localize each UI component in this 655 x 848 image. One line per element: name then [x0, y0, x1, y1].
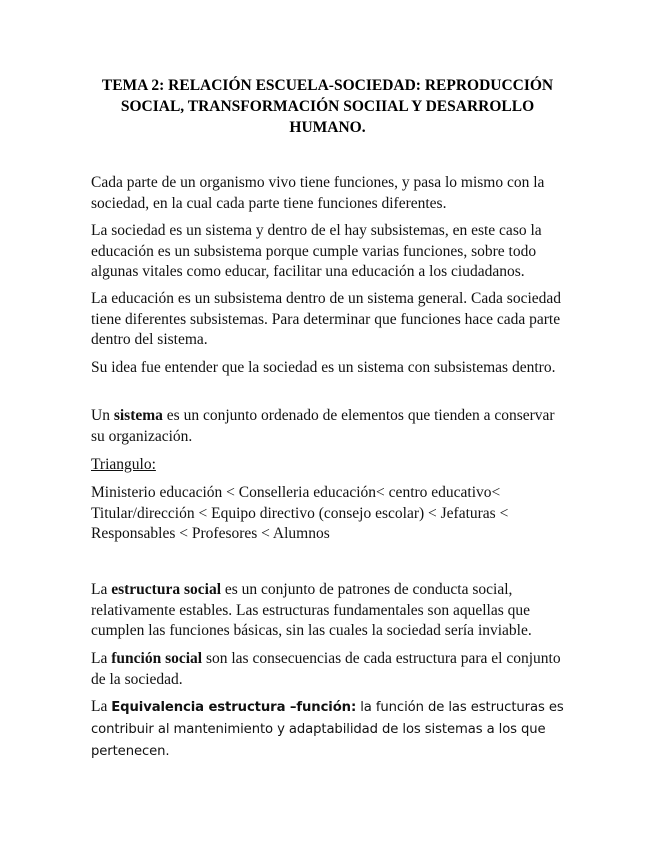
document-title: [80, 75, 575, 138]
p7-pre: La: [91, 650, 112, 667]
p5-pre: Un: [91, 407, 114, 424]
triangulo-heading: Triangulo:: [91, 456, 156, 473]
p6-pre: La: [91, 581, 112, 598]
paragraph-idea: Su idea fue entender que la sociedad es un sistema con subsistemas dentro.: [91, 359, 556, 376]
paragraph-educacion-subsistema: La educación es un subsistema dentro de un sistema general. Cada sociedad tiene diferentes subsistemas. Para determinar que funciones hace cada parte dentro del sistema.: [91, 290, 562, 348]
p8-post: la función de las estructuras es contribuir al mantenimiento y adaptabilidad de los sistemas a los que pertenecen.: [91, 700, 564, 759]
paragraph-equivalencia: [91, 697, 571, 763]
paragraph-organismo: Cada parte de un organismo vivo tiene funciones, y pasa lo mismo con la sociedad, en la cual cada parte tiene funciones diferentes.: [91, 174, 545, 212]
p7-post: son las consecuencias de cada estructura para el conjunto de la sociedad.: [91, 650, 561, 688]
term-funcion-social: función social: [111, 650, 203, 667]
term-sistema: sistema: [113, 407, 163, 424]
paragraph-estructura-social: [91, 580, 571, 642]
p6-post: es un conjunto de patrones de conducta social, relativamente estables. Las estructuras fundamentales son aquellas que cumplen las funciones básicas, sin las cuales la sociedad sería inviable.: [91, 581, 532, 639]
title-line-3: HUMANO.: [289, 119, 366, 136]
paragraph-funcion-social: [91, 649, 571, 690]
p8-pre: La: [91, 698, 112, 715]
paragraph-sociedad-sistema: La sociedad es un sistema y dentro de el hay subsistemas, en este caso la educación es un subsistema porque cumple varias funciones, sobre todo algunas vitales como educar, facilitar una educación a los ciudadanos.: [91, 222, 542, 280]
paragraph-sistema-definition: [91, 406, 571, 447]
term-estructura-social: estructura social: [111, 581, 221, 598]
term-equivalencia: Equivalencia estructura –función:: [111, 700, 357, 715]
title-line-1: TEMA 2: RELACIÓN ESCUELA-SOCIEDAD: REPRODUCCIÓN: [101, 77, 554, 94]
p5-post: es un conjunto ordenado de elementos que tienden a conservar su organización.: [91, 407, 555, 445]
title-line-2: SOCIAL, TRANSFORMACIÓN SOCIIAL Y DESARROLLO: [120, 98, 535, 115]
paragraph-triangulo-hierarchy: Ministerio educación < Conselleria educación< centro educativo< Titular/dirección < Equipo directivo (consejo escolar) < Jefaturas < Responsables < Profesores < Alumnos: [91, 484, 509, 542]
